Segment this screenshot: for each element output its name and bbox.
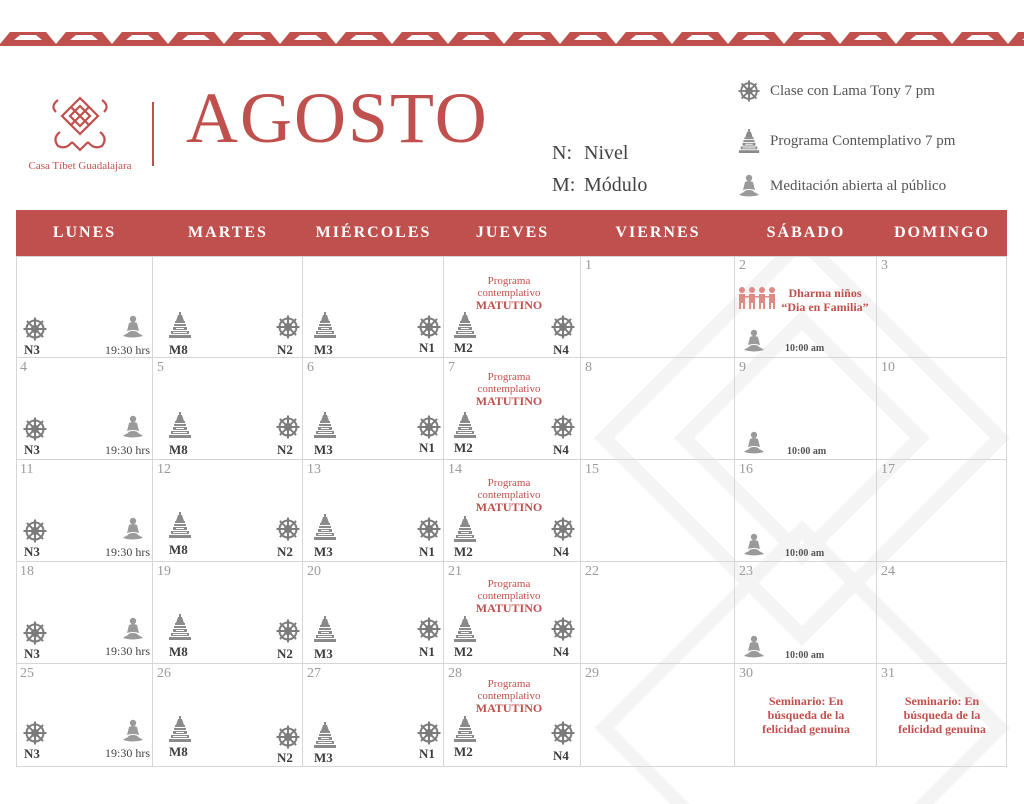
children-icon [737, 286, 777, 310]
legend-item-meditacion [736, 173, 946, 199]
day-name-sabado: SÁBADO [766, 224, 846, 241]
day-number: 12 [157, 462, 171, 477]
day-number: 14 [448, 462, 462, 477]
day-number: 7 [448, 360, 455, 375]
event-line: búsqueda de la [903, 708, 981, 722]
calendar-cell[interactable] [303, 664, 444, 767]
time-label: 10:00 am [785, 343, 825, 354]
event-line: felicidad genuina [898, 722, 986, 736]
dharma-wheel-icon [550, 314, 576, 340]
header-divider [152, 102, 154, 166]
calendar-cell[interactable] [877, 358, 1007, 460]
calendar-cell[interactable] [735, 460, 877, 562]
dharma-wheel-icon [275, 516, 301, 542]
day-name-domingo: DOMINGO [894, 224, 990, 241]
calendar-cell[interactable] [303, 358, 444, 460]
day-number: 19 [157, 564, 171, 579]
dharma-wheel-icon [22, 620, 48, 646]
day-number: 9 [739, 360, 746, 375]
time-label: 19:30 hrs [105, 443, 150, 457]
day-name-lunes: LUNES [52, 224, 117, 241]
logo [20, 92, 140, 172]
programa-line: Programa [487, 477, 531, 489]
module-label: M3 [314, 750, 333, 765]
programa-matutino [444, 678, 574, 714]
day-number: 18 [20, 564, 34, 579]
abbreviation-key: M: [552, 174, 576, 196]
time-label: 10:00 am [787, 446, 827, 457]
programa-line: MATUTINO [475, 500, 543, 514]
level-label: N1 [419, 644, 435, 659]
calendar-cell[interactable] [16, 358, 153, 460]
time-label: 19:30 hrs [105, 343, 150, 357]
day-number: 23 [739, 564, 753, 579]
stupa-icon [167, 716, 193, 742]
buddha-icon [120, 616, 146, 642]
calendar-cell[interactable] [581, 256, 735, 358]
event-line: búsqueda de la [767, 708, 845, 722]
buddha-icon [741, 430, 767, 456]
programa-line: MATUTINO [475, 601, 543, 615]
calendar-cell[interactable] [581, 562, 735, 664]
level-label: N1 [419, 340, 435, 355]
endless-knot-icon [46, 92, 114, 156]
buddha-icon [741, 532, 767, 558]
day-number: 21 [448, 564, 462, 579]
dharma-wheel-icon [275, 618, 301, 644]
calendar-cell[interactable] [735, 562, 877, 664]
dharma-wheel-icon [22, 316, 48, 342]
programa-line: MATUTINO [475, 298, 543, 312]
stupa-icon [452, 616, 478, 642]
module-label: M8 [169, 644, 188, 659]
calendar-cell[interactable] [153, 664, 303, 767]
level-label: N2 [277, 442, 293, 457]
module-label: M8 [169, 542, 188, 557]
level-label: N3 [24, 746, 40, 761]
level-label: N2 [277, 544, 293, 559]
day-number: 2 [739, 258, 746, 273]
calendar-cell[interactable] [581, 460, 735, 562]
day-number: 16 [739, 462, 753, 477]
stupa-icon [452, 312, 478, 338]
day-name-miercoles: MIÉRCOLES [315, 224, 432, 241]
day-number: 24 [881, 564, 895, 579]
dharma-wheel-icon [550, 414, 576, 440]
day-number: 15 [585, 462, 599, 477]
abbreviation-meaning: Módulo [584, 174, 648, 196]
stupa-icon [312, 312, 338, 338]
module-label: M3 [314, 442, 333, 457]
programa-line: Programa [487, 678, 531, 690]
dharma-wheel-icon [275, 314, 301, 340]
level-label: N3 [24, 342, 40, 357]
calendar-cell[interactable] [877, 256, 1007, 358]
calendar-cell[interactable] [877, 562, 1007, 664]
calendar-cell[interactable] [444, 460, 581, 562]
legend-item-programa [736, 128, 955, 154]
legend-item-lama-tony [736, 78, 935, 104]
calendar-cell[interactable] [153, 358, 303, 460]
month-title: AGOSTO [186, 78, 489, 158]
time-label: 19:30 hrs [105, 545, 150, 559]
event-line: “Dia en Familia” [781, 300, 869, 314]
module-label: M8 [169, 442, 188, 457]
programa-line: MATUTINO [475, 701, 543, 715]
dharma-wheel-icon [416, 616, 442, 642]
stupa-icon [312, 412, 338, 438]
programa-line: Programa [487, 275, 531, 287]
event-line: felicidad genuina [762, 722, 850, 736]
module-label: M2 [454, 544, 473, 559]
buddha-icon [120, 314, 146, 340]
dharma-wheel-icon [550, 720, 576, 746]
dharma-wheel-icon [275, 724, 301, 750]
programa-line: MATUTINO [475, 394, 543, 408]
dharma-wheel-icon [550, 516, 576, 542]
buddha-icon [120, 516, 146, 542]
abbreviation-meaning: Nivel [584, 142, 629, 164]
dharma-wheel-icon [550, 616, 576, 642]
event-line: Seminario: En [768, 694, 844, 708]
buddha-icon [741, 634, 767, 660]
programa-matutino [444, 371, 574, 407]
programa-line: contemplativo [477, 287, 541, 299]
calendar-cell[interactable] [444, 562, 581, 664]
dharma-wheel-icon [22, 518, 48, 544]
day-number: 1 [585, 258, 592, 273]
day-number: 5 [157, 360, 164, 375]
day-number: 28 [448, 666, 462, 681]
calendar-cell[interactable] [303, 460, 444, 562]
level-label: N3 [24, 646, 40, 661]
day-number: 4 [20, 360, 27, 375]
calendar-cell[interactable] [581, 358, 735, 460]
level-label: N3 [24, 442, 40, 457]
level-label: N1 [419, 746, 435, 761]
event-seminario [735, 694, 877, 736]
level-label: N2 [277, 750, 293, 765]
org-name: Casa Tíbet Guadalajara [28, 160, 132, 172]
programa-line: contemplativo [477, 383, 541, 395]
calendar-cell[interactable] [16, 562, 153, 664]
level-label: N3 [24, 544, 40, 559]
module-label: M2 [454, 440, 473, 455]
dharma-wheel-icon [22, 720, 48, 746]
decorative-top-border [0, 30, 1024, 46]
programa-line: contemplativo [477, 489, 541, 501]
legend-label: Meditación abierta al público [770, 177, 947, 194]
calendar-cell[interactable] [735, 256, 877, 358]
day-number: 13 [307, 462, 321, 477]
day-number: 25 [20, 666, 34, 681]
calendar-cell[interactable] [735, 664, 877, 767]
dharma-wheel-icon [416, 414, 442, 440]
stupa-icon [736, 128, 762, 154]
calendar-cell[interactable] [581, 664, 735, 767]
day-number: 31 [881, 666, 895, 681]
module-label: M2 [454, 644, 473, 659]
programa-matutino [444, 477, 574, 513]
module-label: M3 [314, 342, 333, 357]
legend-label: Clase con Lama Tony 7 pm [770, 82, 935, 99]
weekday-header [16, 210, 1007, 256]
time-label: 19:30 hrs [105, 644, 150, 658]
buddha-icon [120, 718, 146, 744]
module-label: M8 [169, 342, 188, 357]
dharma-wheel-icon [416, 516, 442, 542]
programa-matutino [444, 578, 574, 614]
calendar-cell[interactable] [444, 256, 581, 358]
day-number: 11 [20, 462, 34, 477]
time-label: 10:00 am [785, 548, 825, 559]
day-number: 10 [881, 360, 895, 375]
stupa-icon [452, 412, 478, 438]
calendar-cell[interactable] [303, 562, 444, 664]
module-label: M2 [454, 744, 473, 759]
level-label: N4 [553, 748, 569, 763]
programa-line: contemplativo [477, 590, 541, 602]
programa-line: Programa [487, 578, 531, 590]
programa-line: contemplativo [477, 690, 541, 702]
day-number: 6 [307, 360, 314, 375]
calendar-cell[interactable] [735, 358, 877, 460]
module-label: M3 [314, 646, 333, 661]
calendar-cell[interactable] [153, 256, 303, 358]
legend-label: Programa Contemplativo 7 pm [770, 132, 956, 149]
dharma-wheel-icon [416, 720, 442, 746]
abbreviation-nivel [552, 142, 628, 165]
calendar-cell[interactable] [877, 460, 1007, 562]
level-label: N1 [419, 544, 435, 559]
time-label: 19:30 hrs [105, 746, 150, 760]
event-seminario [877, 694, 1007, 736]
calendar-cell[interactable] [16, 256, 153, 358]
day-number: 22 [585, 564, 599, 579]
programa-line: Programa [487, 371, 531, 383]
day-number: 3 [881, 258, 888, 273]
dharma-wheel-icon [416, 314, 442, 340]
day-number: 20 [307, 564, 321, 579]
programa-matutino [444, 275, 574, 311]
day-name-jueves: JUEVES [475, 224, 550, 241]
stupa-icon [167, 614, 193, 640]
day-name-viernes: VIERNES [615, 224, 701, 241]
level-label: N1 [419, 440, 435, 455]
calendar-cell[interactable] [303, 256, 444, 358]
level-label: N4 [553, 342, 569, 357]
event-line: Dharma niños [788, 286, 862, 300]
calendar-cell[interactable] [877, 664, 1007, 767]
calendar-cell[interactable] [444, 664, 581, 767]
abbreviation-key: N: [552, 142, 572, 164]
day-number: 17 [881, 462, 895, 477]
level-label: N2 [277, 342, 293, 357]
day-number: 29 [585, 666, 599, 681]
stupa-icon [312, 722, 338, 748]
calendar-cell[interactable] [444, 358, 581, 460]
stupa-icon [167, 312, 193, 338]
event-line: Seminario: En [904, 694, 980, 708]
dharma-wheel-icon [736, 78, 762, 104]
buddha-icon [741, 328, 767, 354]
time-label: 10:00 am [785, 650, 825, 661]
abbreviation-modulo [552, 174, 647, 197]
calendar-cell[interactable] [16, 460, 153, 562]
day-name-martes: MARTES [188, 224, 268, 241]
module-label: M3 [314, 544, 333, 559]
stupa-icon [312, 514, 338, 540]
module-label: M2 [454, 340, 473, 355]
level-label: N4 [553, 544, 569, 559]
buddha-icon [736, 173, 762, 199]
stupa-icon [452, 516, 478, 542]
level-label: N4 [553, 442, 569, 457]
calendar-cell[interactable] [153, 562, 303, 664]
calendar-grid [16, 256, 1007, 767]
day-number: 26 [157, 666, 171, 681]
day-number: 27 [307, 666, 321, 681]
day-number: 8 [585, 360, 592, 375]
calendar-cell[interactable] [16, 664, 153, 767]
stupa-icon [167, 512, 193, 538]
day-number: 30 [739, 666, 753, 681]
module-label: M8 [169, 744, 188, 759]
level-label: N2 [277, 646, 293, 661]
buddha-icon [120, 414, 146, 440]
stupa-icon [312, 616, 338, 642]
level-label: N4 [553, 644, 569, 659]
calendar-cell[interactable] [153, 460, 303, 562]
stupa-icon [452, 716, 478, 742]
stupa-icon [167, 412, 193, 438]
dharma-wheel-icon [22, 416, 48, 442]
event-dharma-ninos [773, 286, 877, 314]
dharma-wheel-icon [275, 414, 301, 440]
